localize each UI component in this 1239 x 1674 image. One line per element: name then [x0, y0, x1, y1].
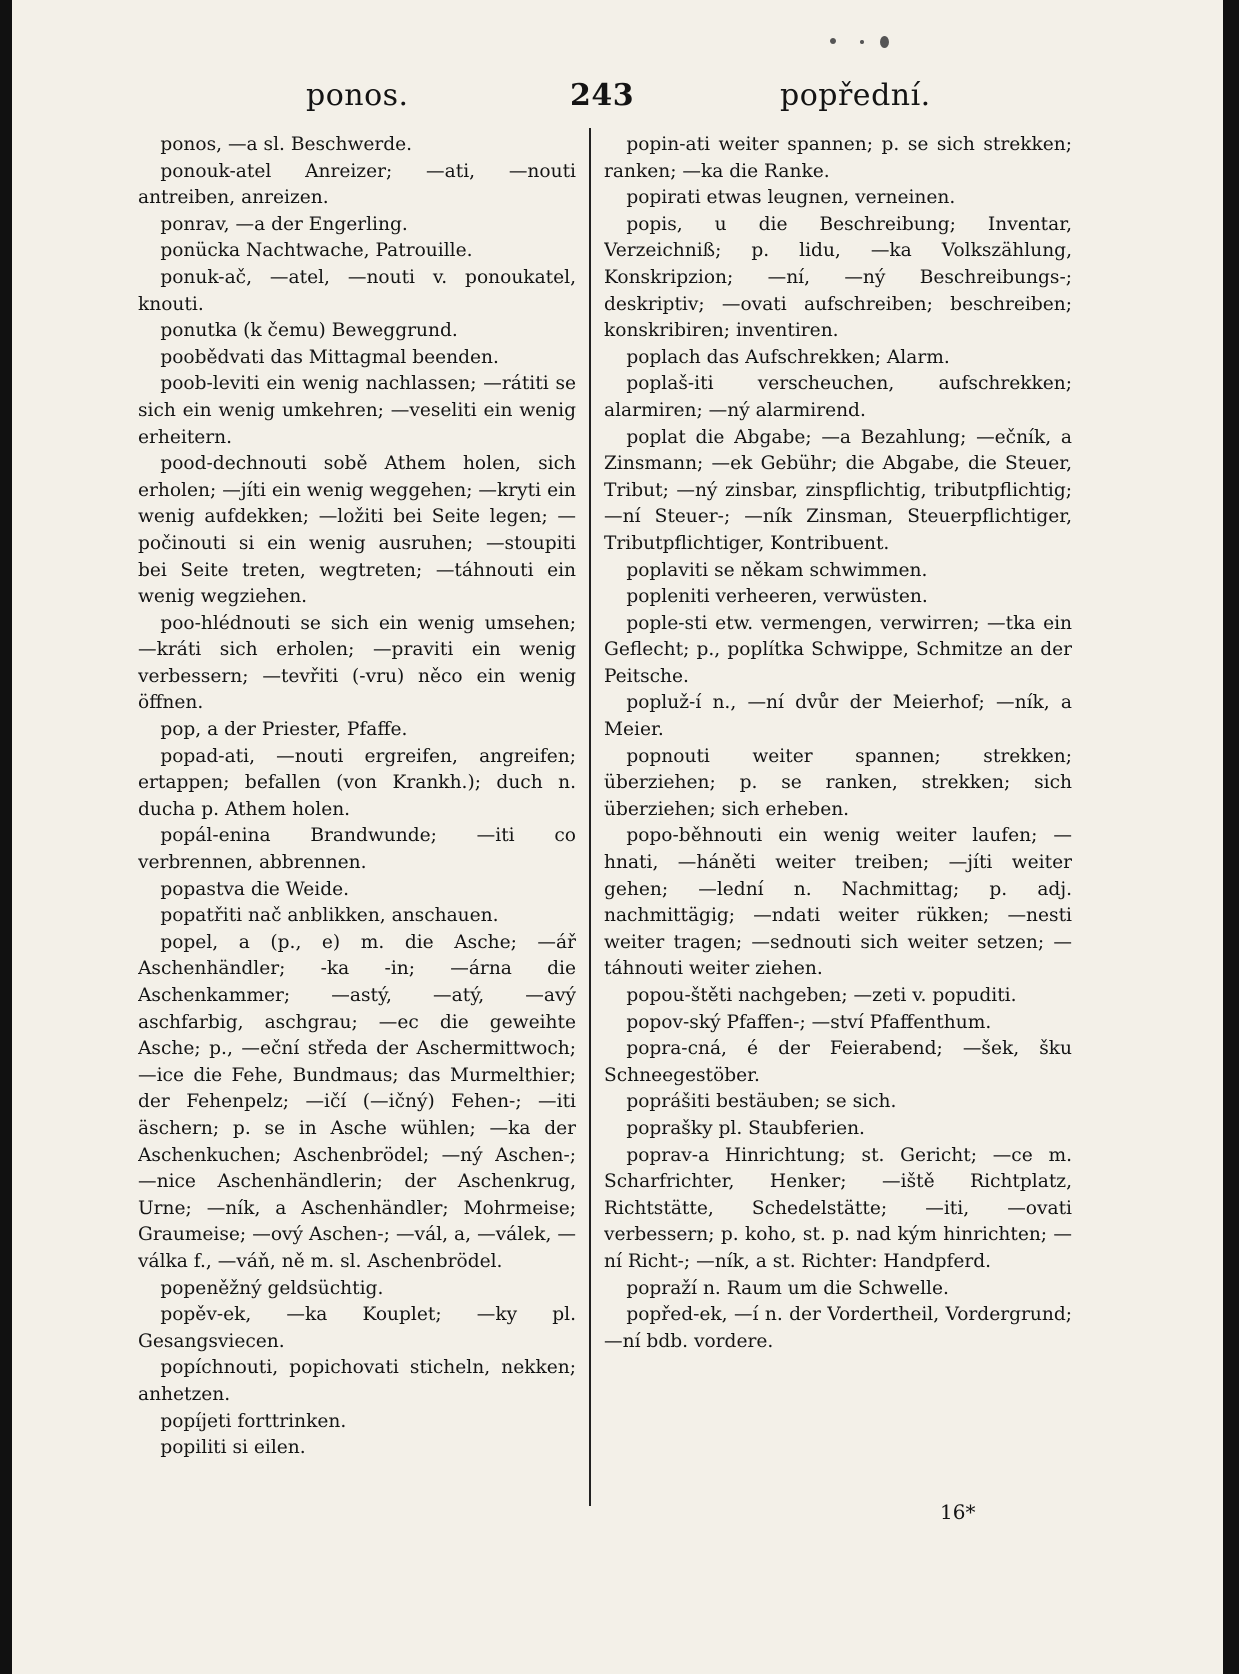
ink-speck [880, 36, 889, 48]
dictionary-entry: popluž-í n., —ní dvůr der Meierhof; —ník, a Meier. [604, 692, 1072, 741]
dictionary-entry: popleniti verheeren, verwüsten. [626, 586, 928, 608]
right-column [604, 132, 1072, 1592]
dictionary-entry: popin-ati weiter spannen; p. se sich strekken; ranken; —ka die Ranke. [604, 134, 1072, 182]
dictionary-entry: popěv-ek, —ka Kouplet; —ky pl. Gesangsviecen. [138, 1304, 576, 1352]
dictionary-entry: poplach das Aufschrekken; Alarm. [626, 346, 950, 368]
dictionary-entry: poprav-a Hinrichtung; st. Gericht; —ce m. Scharfrichter, Henker; —iště Richtplatz, Richtstätte, Schedelstätte; —iti, —ovati verbessern; p. koho, st. p. nad kým hinrichten; —ní Richt-; —ník, a st. Richter: Handpferd. [604, 1144, 1072, 1272]
dictionary-entry: ponücka Nachtwache, Patrouille. [160, 240, 473, 262]
dictionary-entry: ponouk-atel Anreizer; —ati, —nouti antreiben, anreizen. [138, 160, 576, 209]
dictionary-entry: popis, u die Beschreibung; Inventar, Verzeichniß; p. lidu, —ka Volkszählung, Konskripzion; —ní, —ný Beschreibungs-; deskriptiv; —ovati aufschreiben; beschreiben; konskribiren; inventiren. [604, 213, 1072, 342]
dictionary-entry: ponrav, —a der Engerling. [160, 213, 408, 235]
dictionary-entry: popřed-ek, —í n. der Vordertheil, Vordergrund; —ní bdb. vordere. [604, 1304, 1072, 1352]
dictionary-entry: pople-sti etw. vermengen, verwirren; —tka ein Geflecht; p., poplítka Schwippe, Schmitze an der Peitsche. [604, 612, 1072, 687]
dictionary-entry: popnouti weiter spannen; strekken; überziehen; p. se ranken, strekken; sich überziehen; sich erheben. [604, 745, 1072, 820]
dictionary-entry: poprašky pl. Staubferien. [626, 1117, 865, 1139]
dictionary-entry: popatřiti nač anblikken, anschauen. [160, 905, 499, 927]
dictionary-entry: poplaviti se někam schwimmen. [626, 559, 928, 581]
dictionary-entry: popíchnouti, popichovati sticheln, nekken; anhetzen. [138, 1357, 576, 1405]
dictionary-entry: popeněžný geldsüchtig. [160, 1277, 384, 1299]
dictionary-entry: popastva die Weide. [160, 878, 350, 900]
column-divider [589, 128, 591, 1506]
dictionary-entry: popraží n. Raum um die Schwelle. [626, 1277, 949, 1299]
dictionary-entry: popo-běhnouti ein wenig weiter laufen; —hnati, —háněti weiter treiben; —jíti weiter gehen; —lední n. Nachmittag; p. adj. nachmittägig; —ndati weiter rükken; —nesti weiter tragen; —sednouti sich weiter setzen; —táhnouti weiter ziehen. [604, 825, 1072, 980]
dictionary-entry: popál-enina Brandwunde; —iti co verbrennen, abbrennen. [138, 825, 576, 874]
dictionary-entry: popov-ský Pfaffen-; —ství Pfaffenthum. [626, 1011, 992, 1033]
dictionary-entry: pood-dechnouti sobě Athem holen, sich erholen; —jíti ein wenig weggehen; —kryti ein wenig aufdekken; —ložiti bei Seite legen; —počinouti si ein wenig ausruhen; —stoupiti bei Seite treten, wegtreten; —táhnouti ein wenig wegziehen. [138, 453, 576, 608]
dictionary-entry: popel, a (p., e) m. die Asche; —ář Aschenhändler; -ka -in; —árna die Aschenkammer; —astý, —atý, —avý aschfarbig, aschgrau; —ec die geweihte Asche; p., —eční středa der Aschermittwoch; —ice die Fehe, Bundmaus; das Murmelthier; der Fehenpelz; —ičí (—ičný) Fehen-; —iti äschern; p. se in Asche wühlen; —ka der Aschenkuchen; Aschenbrödel; —ný Aschen-; —nice Aschenhändlerin; der Aschenkrug, Urne; —ník, a Aschenhändler; Mohrmeise; Graumeise; —ový Aschen-; —vál, a, —válek, —válka f., —váň, ně m. sl. Aschenbrödel. [138, 931, 576, 1272]
page-number: 243 [570, 78, 635, 113]
header-left-guideword: ponos. [306, 78, 409, 113]
dictionary-entry: poplat die Abgabe; —a Bezahlung; —ečník, a Zinsmann; —ek Gebühr; die Abgabe, die Steuer, Tribut; —ný zinsbar, zinspflichtig, tributpflichtig; —ní Steuer-; —ník Zinsman, Steuerpflichtiger, Tributpflichtiger, Kontribuent. [604, 426, 1072, 554]
running-header [140, 78, 1140, 118]
dictionary-entry: pop, a der Priester, Pfaffe. [160, 719, 408, 741]
dictionary-entry: popíjeti forttrinken. [160, 1410, 347, 1432]
dictionary-entry: popad-ati, —nouti ergreifen, angreifen; ertappen; befallen (von Krankh.); duch n. ducha p. Athem holen. [138, 745, 576, 820]
dictionary-entry: ponos, —a sl. Beschwerde. [160, 134, 413, 155]
dictionary-entry: popiliti si eilen. [160, 1437, 306, 1459]
left-column [138, 132, 576, 1592]
ink-speck [860, 40, 864, 44]
left-scan-border [0, 0, 12, 1674]
dictionary-entry: ponuk-ač, —atel, —nouti v. ponoukatel, knouti. [138, 266, 576, 315]
dictionary-entry: popra-cná, é der Feierabend; —šek, šku Schneegestöber. [604, 1038, 1072, 1086]
dictionary-entry: poobědvati das Mittagmal beenden. [160, 346, 499, 368]
dictionary-entry: poob-leviti ein wenig nachlassen; —rátiti se sich ein wenig umkehren; —veseliti ein wenig erheitern. [138, 373, 576, 448]
dictionary-entry: poprášiti bestäuben; se sich. [626, 1091, 897, 1113]
dictionary-entry: poo-hlédnouti se sich ein wenig umsehen; —kráti sich erholen; —praviti ein wenig verbessern; —tevřiti (-vru) něco ein wenig öffnen. [138, 612, 576, 714]
dictionary-entry: ponutka (k čemu) Beweggrund. [160, 320, 458, 342]
header-right-guideword: popřední. [780, 78, 931, 113]
right-scan-border [1223, 0, 1239, 1674]
dictionary-entry: popirati etwas leugnen, verneinen. [626, 187, 956, 209]
ink-speck [830, 38, 836, 44]
signature-mark: 16* [940, 1500, 976, 1524]
dictionary-entry: popou-štěti nachgeben; —zeti v. popuditi. [626, 985, 1017, 1006]
dictionary-entry: poplaš-iti verscheuchen, aufschrekken; alarmiren; —ný alarmirend. [604, 373, 1072, 421]
